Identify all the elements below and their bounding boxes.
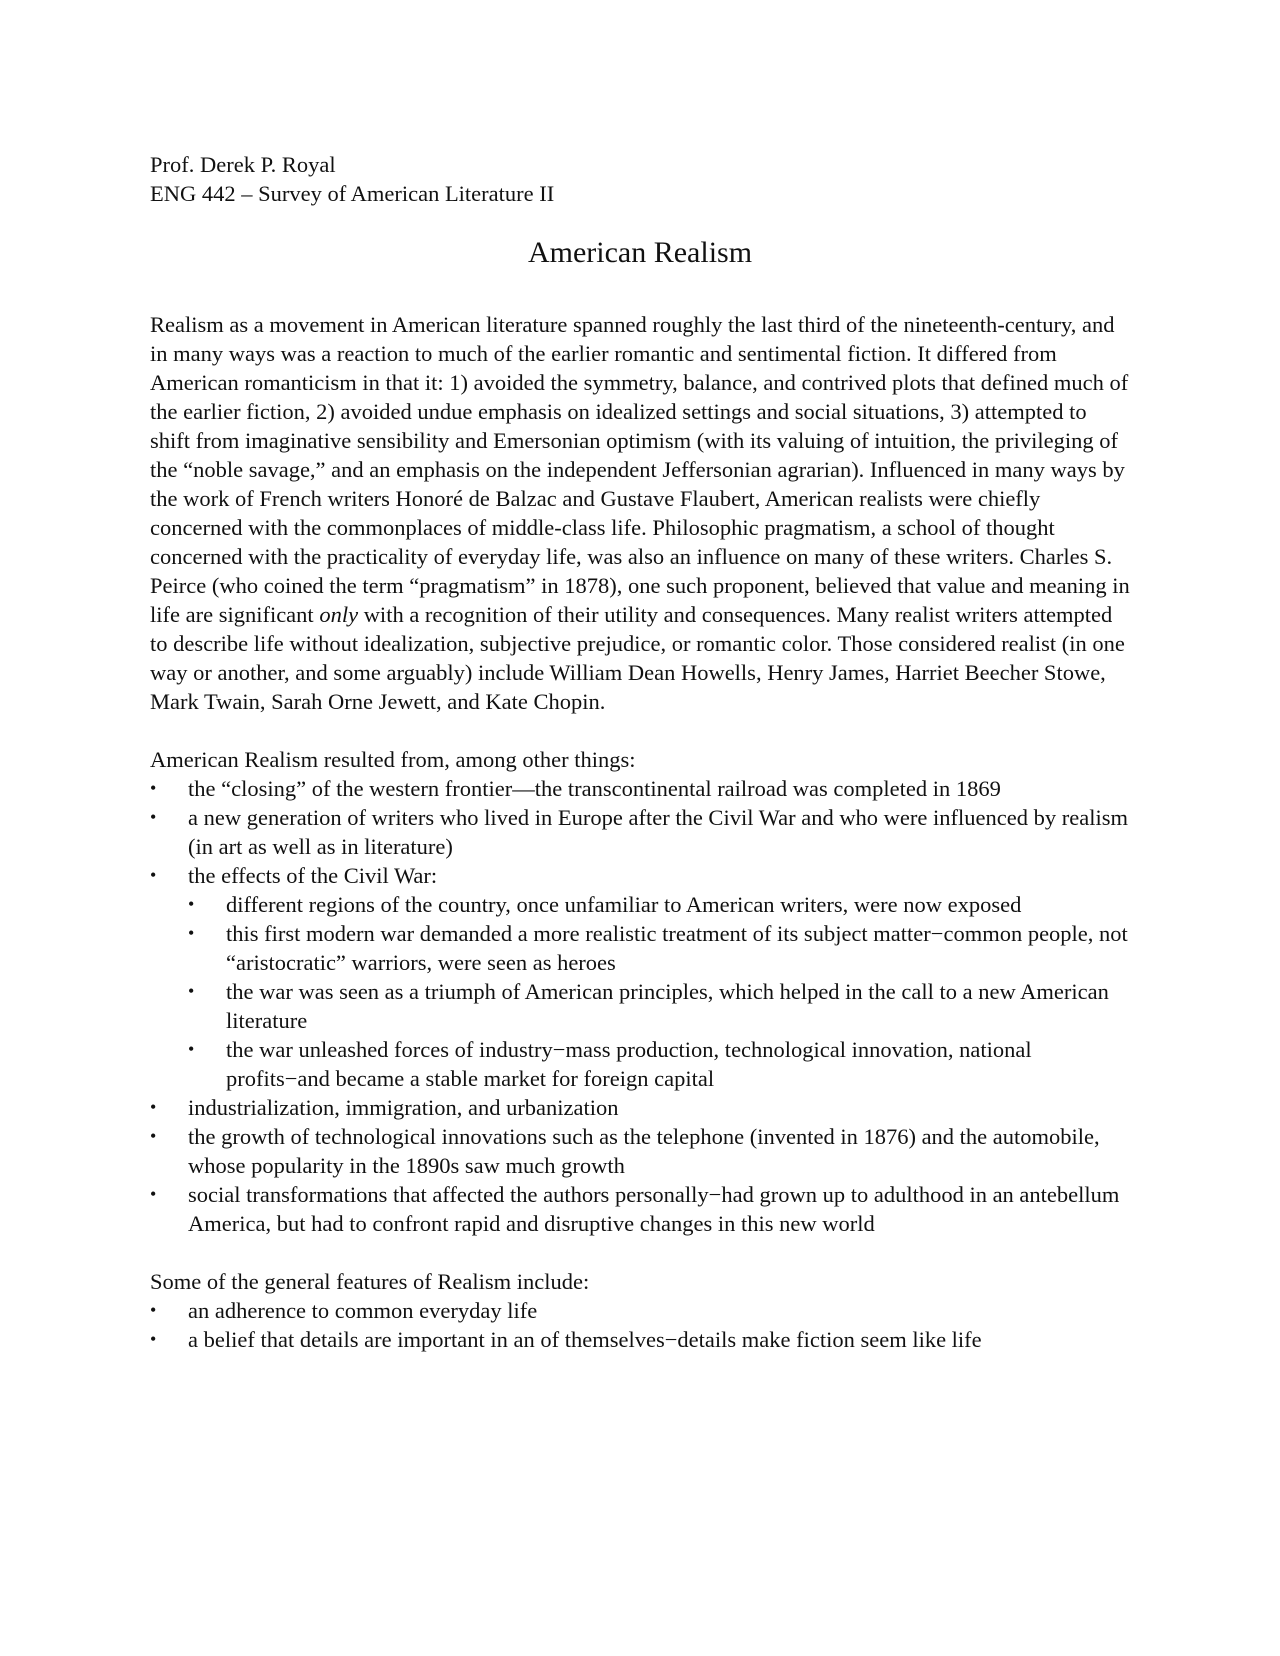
list-item-text: the “closing” of the western frontier—the transcontinental railroad was completed in 1869 (188, 776, 1001, 801)
list-item-text: a new generation of writers who lived in Europe after the Civil War and who were influenced by realism (in art as well as in literature) (188, 805, 1128, 859)
intro-emphasis: only (319, 602, 359, 627)
sublist-item-text: different regions of the country, once unfamiliar to American writers, were now exposed (226, 892, 1022, 917)
bullet-icon: • (150, 1097, 157, 1117)
sublist-item (188, 890, 1130, 919)
bullet-icon: • (150, 1184, 157, 1204)
list-item (150, 1296, 1130, 1325)
bullet-icon: • (188, 923, 195, 943)
bullet-icon: • (150, 778, 157, 798)
sublist-item (188, 919, 1130, 977)
intro-text-part-2: with a recognition of their utility and consequences. Many realist writers attempted to describe life without idealization, subjective prejudice, or romantic color. Those considered realist (in one way or another, and some arguably) include William Dean Howells, Henry James, Harriet Beecher Stowe, Mark Twain, Sarah Orne Jewett, and Kate Chopin. (150, 602, 1125, 714)
features-section (150, 1267, 1130, 1354)
bullet-icon: • (150, 1126, 157, 1146)
list-item (150, 1325, 1130, 1354)
list-item (150, 861, 1130, 890)
list-item-text: an adherence to common everyday life (188, 1298, 538, 1323)
sublist-item-text: the war unleashed forces of industry−mass production, technological innovation, national profits−and became a stable market for foreign capital (226, 1037, 1032, 1091)
sublist-item (188, 1035, 1130, 1093)
bullet-icon: • (188, 1039, 195, 1059)
list-item-text: a belief that details are important in an of themselves−details make fiction seem like life (188, 1327, 982, 1352)
list-item (150, 1180, 1130, 1238)
list-item (150, 1122, 1130, 1180)
course-line: ENG 442 – Survey of American Literature II (150, 181, 555, 206)
intro-paragraph (150, 310, 1130, 716)
causes-section (150, 745, 1130, 1238)
features-list (150, 1296, 1130, 1354)
bullet-icon: • (150, 865, 157, 885)
civil-war-sublist (188, 890, 1130, 1093)
list-item-text: the effects of the Civil War: (188, 863, 438, 888)
list-item-text: industrialization, immigration, and urbanization (188, 1095, 619, 1120)
list-item (150, 774, 1130, 803)
bullet-icon: • (150, 1329, 157, 1349)
causes-list-continued (150, 1093, 1130, 1238)
author-line: Prof. Derek P. Royal (150, 152, 336, 177)
intro-text-part-1: Realism as a movement in American literature spanned roughly the last third of the nineteenth-century, and in many ways was a reaction to much of the earlier romantic and sentimental fiction. It differed from American romanticism in that it: 1) avoided the symmetry, balance, and contrived plots that defined much of the earlier fiction, 2) avoided undue emphasis on idealized settings and social situations, 3) attempted to shift from imaginative sensibility and Emersonian optimism (with its valuing of intuition, the privileging of the “noble savage,” and an emphasis on the independent Jeffersonian agrarian). Influenced in many ways by the work of French writers Honoré de Balzac and Gustave Flaubert, American realists were chiefly concerned with the commonplaces of middle-class life. Philosophic pragmatism, a school of thought concerned with the practicality of everyday life, was also an influence on many of these writers. Charles S. Peirce (who coined the term “pragmatism” in 1878), one such proponent, believed that value and meaning in life are significant (150, 312, 1130, 627)
list-item (150, 1093, 1130, 1122)
causes-intro: American Realism resulted from, among other things: (150, 747, 636, 772)
document-page (150, 150, 1130, 1383)
bullet-icon: • (150, 1300, 157, 1320)
causes-list (150, 774, 1130, 890)
list-item-text: the growth of technological innovations such as the telephone (invented in 1876) and the automobile, whose popularity in the 1890s saw much growth (188, 1124, 1100, 1178)
sublist-item-text: the war was seen as a triumph of American principles, which helped in the call to a new American literature (226, 979, 1109, 1033)
bullet-icon: • (188, 894, 195, 914)
features-intro: Some of the general features of Realism include: (150, 1269, 590, 1294)
document-header (150, 150, 1130, 208)
sublist-item-text: this first modern war demanded a more realistic treatment of its subject matter−common people, not “aristocratic” warriors, were seen as heroes (226, 921, 1128, 975)
list-item (150, 803, 1130, 861)
list-item-text: social transformations that affected the authors personally−had grown up to adulthood in an antebellum America, but had to confront rapid and disruptive changes in this new world (188, 1182, 1120, 1236)
sublist-item (188, 977, 1130, 1035)
bullet-icon: • (188, 981, 195, 1001)
bullet-icon: • (150, 807, 157, 827)
document-title: American Realism (527, 236, 753, 269)
